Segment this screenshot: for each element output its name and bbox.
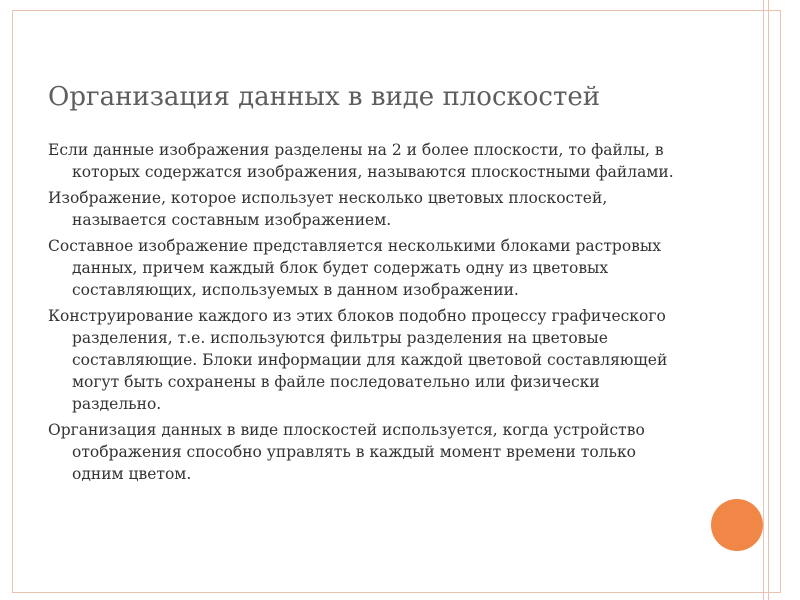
body-text bbox=[48, 139, 690, 489]
paragraph: Если данные изображения разделены на 2 и более плоскости, то файлы, в которых содержатся изображения, называются плоскостными файлами. bbox=[48, 141, 674, 181]
paragraph: Изображение, которое использует несколько цветовых плоскостей, называется составным изображением. bbox=[48, 189, 608, 229]
accent-dot bbox=[711, 499, 763, 551]
paragraph: Организация данных в виде плоскостей используется, когда устройство отображения способно управлять в каждый момент времени только одним цветом. bbox=[48, 421, 645, 483]
side-rule bbox=[763, 0, 764, 600]
paragraph: Конструирование каждого из этих блоков подобно процессу графического разделения, т.е. используются фильтры разделения на цветовые составляющие. Блоки информации для каждой цветовой составляющей могут быть сохранены в файле последовательно или физически раздельно. bbox=[48, 307, 668, 413]
slide-title: Организация данных в виде плоскостей bbox=[48, 82, 601, 112]
side-rule bbox=[768, 0, 769, 600]
paragraph: Составное изображение представляется несколькими блоками растровых данных, причем каждый блок будет содержать одну из цветовых составляющих, используемых в данном изображении. bbox=[48, 237, 661, 299]
